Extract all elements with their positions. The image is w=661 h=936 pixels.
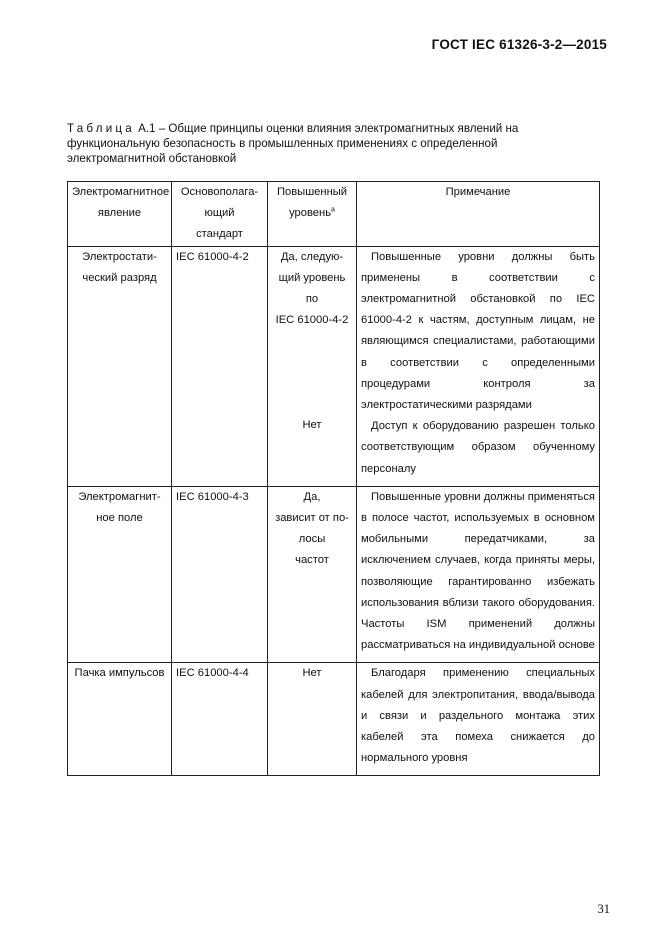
caption-label: Таблица: [67, 122, 135, 135]
header-standard: Основополага- ющий стандарт: [172, 182, 268, 247]
cell-standard: IEC 61000-4-4: [172, 663, 268, 776]
header-note: Примечание: [357, 182, 600, 247]
principles-table: [67, 181, 600, 776]
page-number: 31: [597, 902, 610, 916]
table-row: [68, 663, 600, 776]
cell-note: Повышенные уровни должны быть применены в соответствии с электромагнитной обстановкой по IEC 61000-4-2 к частям, доступным лицам, не являющимся специалистами, работающими в соответствии с определенными процедурами контроля за электростатическими разрядами Доступ к оборудованию разрешен только соответствующим образом обученному персоналу: [357, 246, 600, 486]
cell-note: Повышенные уровни должны применяться в полосе частот, используемых в основном мобильными передатчиками, за исключением случаев, когда приняты меры, позволяющие гарантированно избежать использования вблизи такого оборудования. Частоты ISM применений должны рассматриваться на индивидуальной основе: [357, 486, 600, 663]
cell-phenomenon: Электростати- ческий разряд: [68, 246, 172, 486]
cell-standard: IEC 61000-4-3: [172, 486, 268, 663]
table-row: [68, 246, 600, 486]
cell-standard: IEC 61000-4-2: [172, 246, 268, 486]
caption-text: – Общие принципы оценки влияния электромагнитных явлений на функциональную безопасность в промышленных применениях с определенной электромагнитной обстановкой: [67, 122, 519, 165]
table-row: [68, 486, 600, 663]
header-level: Повышенный уровень$^a$: [268, 182, 357, 247]
document-header: ГОСТ IEC 61326-3-2—2015: [431, 37, 607, 52]
cell-level: Да, следую- щий уровень по IEC 61000-4-2 Нет: [268, 246, 357, 486]
footnote-marker: a: [331, 206, 335, 214]
cell-level: Нет: [268, 663, 357, 776]
caption-number: А.1: [138, 122, 156, 135]
cell-note: Благодаря применению специальных кабелей для электропитания, ввода/вывода и связи и раздельного монтажа этих кабелей эта помеха снижается до нормального уровня: [357, 663, 600, 776]
cell-level: Да, зависит от по- лосы частот: [268, 486, 357, 663]
table-header-row: [68, 182, 600, 247]
cell-phenomenon: Пачка импульсов: [68, 663, 172, 776]
header-phenomenon: Электромагнитное явление: [68, 182, 172, 247]
cell-phenomenon: Электромагнит- ное поле: [68, 486, 172, 663]
table-caption: [67, 121, 599, 166]
